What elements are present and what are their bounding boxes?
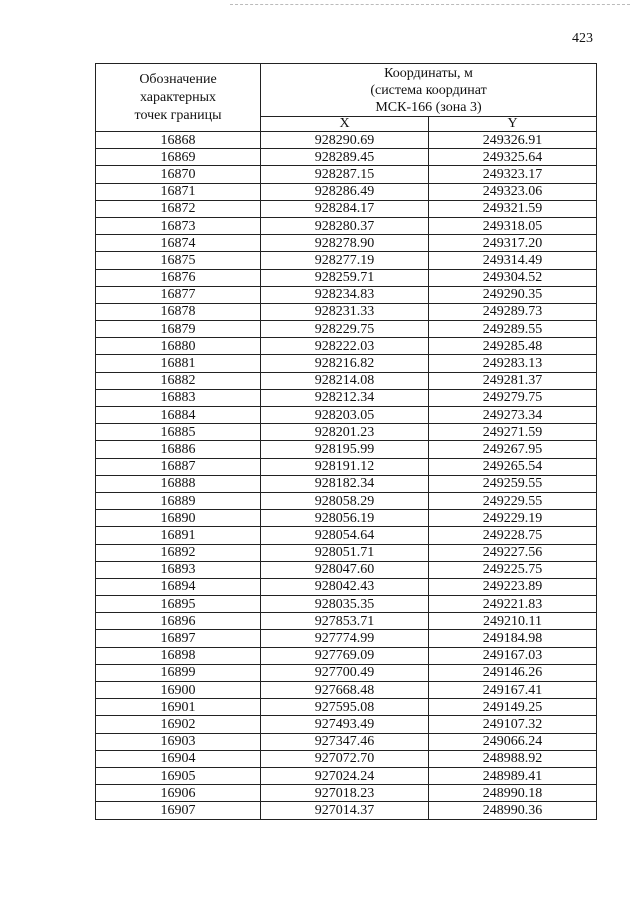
table-row [96, 458, 597, 475]
table-row [96, 716, 597, 733]
point-id-cell: 16904 [96, 750, 261, 767]
x-coordinate-cell: 928042.43 [261, 578, 429, 595]
table-row [96, 235, 597, 252]
y-coordinate-cell: 249149.25 [429, 699, 597, 716]
point-id-cell: 16873 [96, 217, 261, 234]
point-id-cell: 16887 [96, 458, 261, 475]
point-id-cell: 16884 [96, 407, 261, 424]
x-coordinate-cell: 928201.23 [261, 424, 429, 441]
x-coordinate-cell: 928214.08 [261, 372, 429, 389]
table-row [96, 424, 597, 441]
y-coordinate-cell: 249289.55 [429, 321, 597, 338]
table-row [96, 132, 597, 149]
x-coordinate-cell: 928203.05 [261, 407, 429, 424]
point-id-cell: 16901 [96, 699, 261, 716]
y-coordinate-cell: 249271.59 [429, 424, 597, 441]
table-row [96, 785, 597, 802]
x-coordinate-cell: 928229.75 [261, 321, 429, 338]
y-coordinate-cell: 249225.75 [429, 561, 597, 578]
x-coordinate-cell: 928058.29 [261, 492, 429, 509]
y-coordinate-cell: 249167.03 [429, 647, 597, 664]
point-id-cell: 16883 [96, 389, 261, 406]
table-row [96, 441, 597, 458]
page-top-rule [230, 4, 630, 5]
point-id-cell: 16876 [96, 269, 261, 286]
table-row [96, 802, 597, 819]
table-row [96, 561, 597, 578]
x-coordinate-cell: 928234.83 [261, 286, 429, 303]
point-id-cell: 16877 [96, 286, 261, 303]
point-id-cell: 16900 [96, 682, 261, 699]
x-coordinate-cell: 928056.19 [261, 510, 429, 527]
y-coordinate-cell: 249285.48 [429, 338, 597, 355]
point-id-cell: 16889 [96, 492, 261, 509]
x-coordinate-cell: 928047.60 [261, 561, 429, 578]
x-coordinate-cell: 927853.71 [261, 613, 429, 630]
page-number: 423 [572, 31, 593, 46]
table-row [96, 664, 597, 681]
x-coordinate-cell: 928290.69 [261, 132, 429, 149]
point-id-cell: 16886 [96, 441, 261, 458]
point-id-cell: 16878 [96, 303, 261, 320]
point-id-cell: 16888 [96, 475, 261, 492]
y-coordinate-cell: 249228.75 [429, 527, 597, 544]
x-coordinate-cell: 927774.99 [261, 630, 429, 647]
table-row [96, 269, 597, 286]
table-row [96, 217, 597, 234]
table-row [96, 286, 597, 303]
x-coordinate-cell: 928222.03 [261, 338, 429, 355]
table-row [96, 200, 597, 217]
y-coordinate-cell: 249267.95 [429, 441, 597, 458]
y-coordinate-cell: 248990.36 [429, 802, 597, 819]
x-coordinate-cell: 928277.19 [261, 252, 429, 269]
table-row [96, 389, 597, 406]
table-row [96, 149, 597, 166]
x-coordinate-cell: 927072.70 [261, 750, 429, 767]
point-id-cell: 16896 [96, 613, 261, 630]
coordinates-table [95, 63, 597, 820]
table-row [96, 630, 597, 647]
point-id-cell: 16891 [96, 527, 261, 544]
y-coordinate-cell: 249279.75 [429, 389, 597, 406]
point-id-cell: 16898 [96, 647, 261, 664]
point-id-cell: 16906 [96, 785, 261, 802]
y-coordinate-cell: 249229.55 [429, 492, 597, 509]
table-row [96, 407, 597, 424]
table-row [96, 252, 597, 269]
point-id-cell: 16903 [96, 733, 261, 750]
y-coordinate-cell: 249326.91 [429, 132, 597, 149]
x-coordinate-cell: 927595.08 [261, 699, 429, 716]
coordinates-header: Координаты, м (система координат МСК-166 (зона 3) [261, 64, 597, 117]
table-row [96, 492, 597, 509]
x-coordinate-cell: 928216.82 [261, 355, 429, 372]
point-id-cell: 16880 [96, 338, 261, 355]
y-coordinate-cell: 249167.41 [429, 682, 597, 699]
x-coordinate-cell: 928035.35 [261, 596, 429, 613]
x-coordinate-cell: 928286.49 [261, 183, 429, 200]
y-coordinate-cell: 249323.17 [429, 166, 597, 183]
point-label-header: Обозначение характерных точек границы [96, 64, 261, 132]
table-body [96, 132, 597, 820]
x-coordinate-cell: 928054.64 [261, 527, 429, 544]
table-row [96, 750, 597, 767]
y-coordinate-cell: 249323.06 [429, 183, 597, 200]
y-coordinate-cell: 249273.34 [429, 407, 597, 424]
point-id-cell: 16897 [96, 630, 261, 647]
table-row [96, 372, 597, 389]
y-coordinate-cell: 249229.19 [429, 510, 597, 527]
table-row [96, 321, 597, 338]
x-coordinate-cell: 928278.90 [261, 235, 429, 252]
table-row [96, 596, 597, 613]
y-coordinate-cell: 249321.59 [429, 200, 597, 217]
table-header-row [96, 64, 597, 117]
table-row [96, 527, 597, 544]
x-coordinate-cell: 927018.23 [261, 785, 429, 802]
point-id-cell: 16874 [96, 235, 261, 252]
y-coordinate-cell: 249221.83 [429, 596, 597, 613]
point-id-cell: 16872 [96, 200, 261, 217]
x-coordinate-cell: 927024.24 [261, 767, 429, 784]
point-id-cell: 16892 [96, 544, 261, 561]
x-coordinate-cell: 928280.37 [261, 217, 429, 234]
table-row [96, 510, 597, 527]
y-coordinate-cell: 249210.11 [429, 613, 597, 630]
x-coordinate-cell: 927769.09 [261, 647, 429, 664]
point-id-cell: 16870 [96, 166, 261, 183]
y-coordinate-cell: 249290.35 [429, 286, 597, 303]
point-id-cell: 16899 [96, 664, 261, 681]
y-coordinate-cell: 249318.05 [429, 217, 597, 234]
y-coordinate-cell: 249317.20 [429, 235, 597, 252]
table-row [96, 767, 597, 784]
x-coordinate-cell: 928284.17 [261, 200, 429, 217]
y-coordinate-cell: 249223.89 [429, 578, 597, 595]
x-coordinate-cell: 927700.49 [261, 664, 429, 681]
y-column-header: Y [429, 117, 597, 132]
point-id-cell: 16905 [96, 767, 261, 784]
x-coordinate-cell: 928195.99 [261, 441, 429, 458]
y-coordinate-cell: 249325.64 [429, 149, 597, 166]
x-column-header: X [261, 117, 429, 132]
x-coordinate-cell: 928259.71 [261, 269, 429, 286]
point-id-cell: 16868 [96, 132, 261, 149]
y-coordinate-cell: 249281.37 [429, 372, 597, 389]
x-coordinate-cell: 927493.49 [261, 716, 429, 733]
point-id-cell: 16869 [96, 149, 261, 166]
point-id-cell: 16881 [96, 355, 261, 372]
point-id-cell: 16902 [96, 716, 261, 733]
x-coordinate-cell: 927014.37 [261, 802, 429, 819]
point-id-cell: 16893 [96, 561, 261, 578]
x-coordinate-cell: 928191.12 [261, 458, 429, 475]
point-id-cell: 16879 [96, 321, 261, 338]
y-coordinate-cell: 248989.41 [429, 767, 597, 784]
y-coordinate-cell: 249184.98 [429, 630, 597, 647]
y-coordinate-cell: 249283.13 [429, 355, 597, 372]
y-coordinate-cell: 249259.55 [429, 475, 597, 492]
y-coordinate-cell: 249314.49 [429, 252, 597, 269]
table-row [96, 338, 597, 355]
y-coordinate-cell: 248990.18 [429, 785, 597, 802]
table-row [96, 183, 597, 200]
y-coordinate-cell: 249066.24 [429, 733, 597, 750]
y-coordinate-cell: 249289.73 [429, 303, 597, 320]
table-row [96, 355, 597, 372]
point-id-cell: 16895 [96, 596, 261, 613]
y-coordinate-cell: 249107.32 [429, 716, 597, 733]
point-id-cell: 16894 [96, 578, 261, 595]
x-coordinate-cell: 927668.48 [261, 682, 429, 699]
x-coordinate-cell: 928289.45 [261, 149, 429, 166]
point-id-cell: 16885 [96, 424, 261, 441]
x-coordinate-cell: 928287.15 [261, 166, 429, 183]
x-coordinate-cell: 927347.46 [261, 733, 429, 750]
x-coordinate-cell: 928182.34 [261, 475, 429, 492]
point-id-cell: 16871 [96, 183, 261, 200]
table-row [96, 475, 597, 492]
point-id-cell: 16875 [96, 252, 261, 269]
y-coordinate-cell: 249146.26 [429, 664, 597, 681]
table-row [96, 733, 597, 750]
y-coordinate-cell: 249265.54 [429, 458, 597, 475]
table-row [96, 699, 597, 716]
point-id-cell: 16907 [96, 802, 261, 819]
table-row [96, 613, 597, 630]
table-row [96, 647, 597, 664]
x-coordinate-cell: 928051.71 [261, 544, 429, 561]
y-coordinate-cell: 248988.92 [429, 750, 597, 767]
table-row [96, 166, 597, 183]
x-coordinate-cell: 928231.33 [261, 303, 429, 320]
y-coordinate-cell: 249227.56 [429, 544, 597, 561]
point-id-cell: 16890 [96, 510, 261, 527]
x-coordinate-cell: 928212.34 [261, 389, 429, 406]
table-row [96, 578, 597, 595]
point-id-cell: 16882 [96, 372, 261, 389]
y-coordinate-cell: 249304.52 [429, 269, 597, 286]
table-row [96, 303, 597, 320]
table-row [96, 544, 597, 561]
table-row [96, 682, 597, 699]
